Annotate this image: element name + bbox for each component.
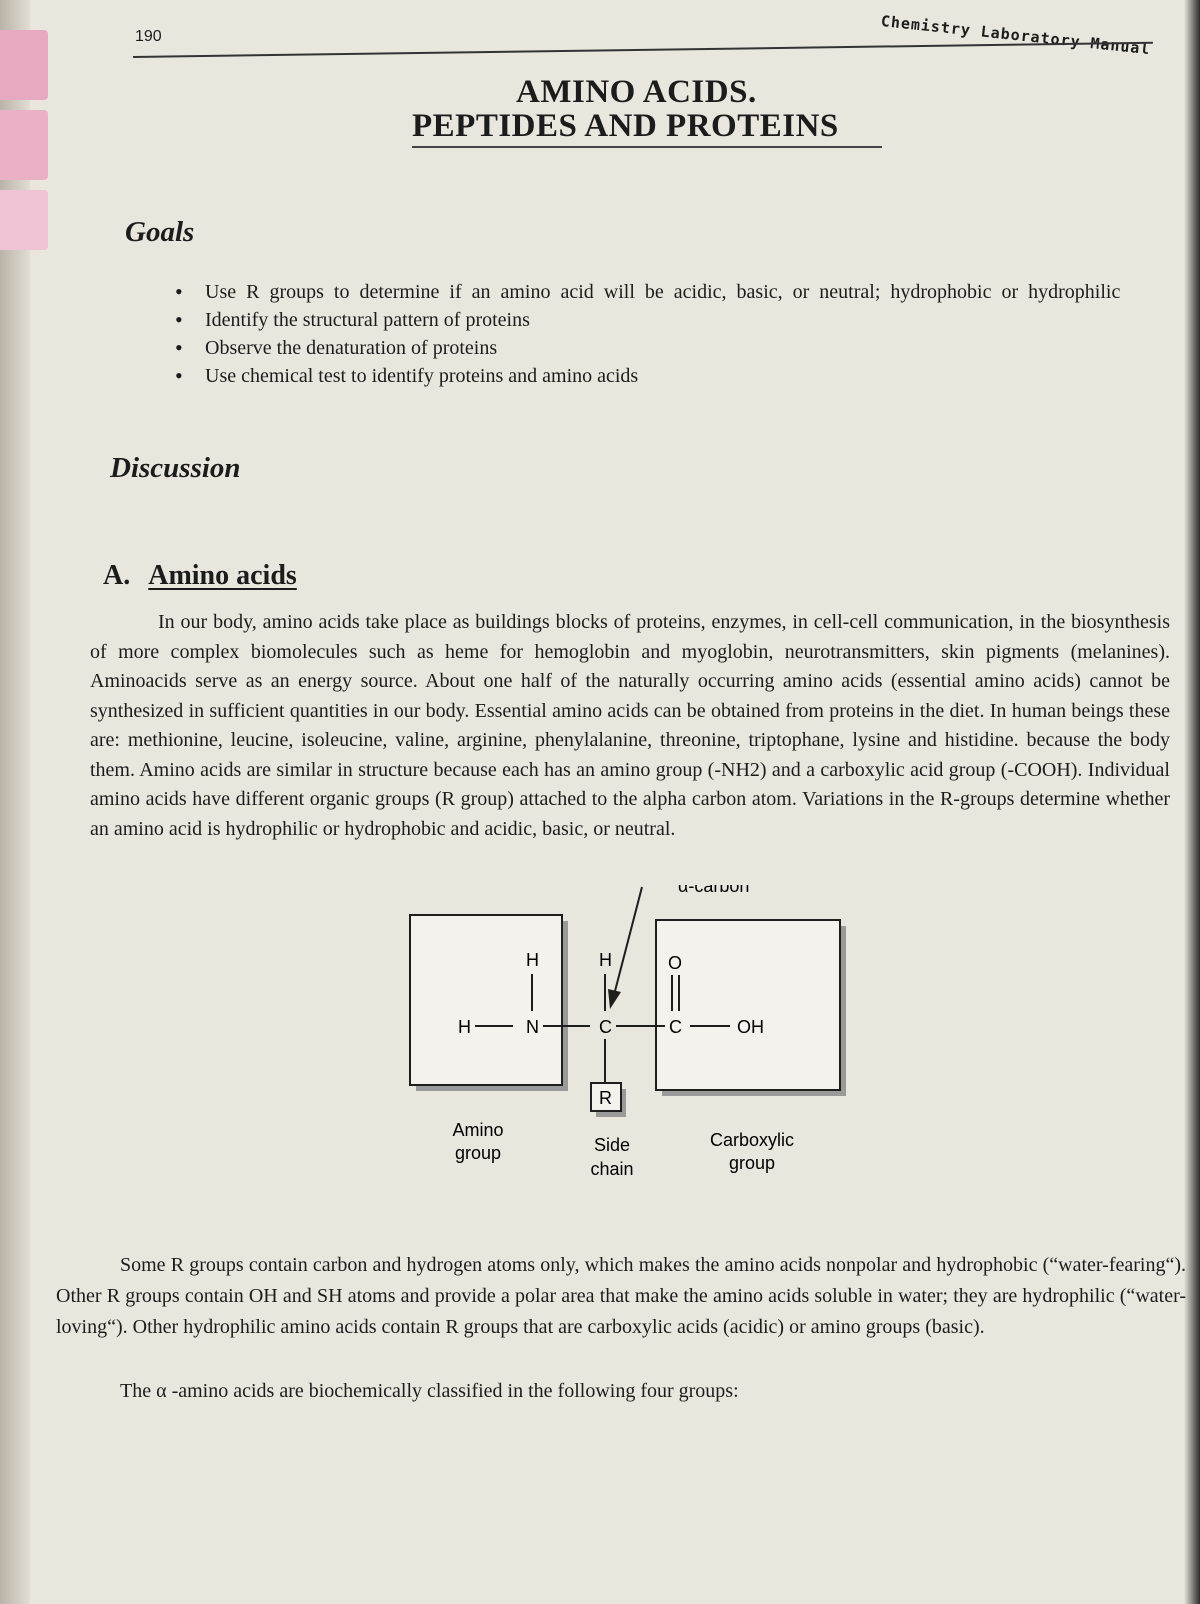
goals-list (175, 278, 1165, 390)
alpha-carbon-label: α-carbon (678, 885, 750, 896)
atom-h-on-n: H (526, 950, 539, 970)
goal-item: • Use R groups to determine if an amino acid will be acidic, basic, or neutral; hydrophobic or hydrophilic (175, 278, 1165, 306)
goal-item: • Use chemical test to identify proteins and amino acids (175, 362, 1165, 390)
goal-item: • Identify the structural pattern of proteins (175, 306, 1165, 334)
atom-n: N (526, 1017, 539, 1037)
alpha-carbon-pointer (614, 887, 642, 995)
atom-h-on-c: H (599, 950, 612, 970)
running-head: Chemistry Laboratory Manual (880, 12, 1152, 59)
page-number: 190 (135, 28, 162, 45)
arrowhead-icon (608, 989, 621, 1009)
page-edge-shadow (1184, 0, 1200, 1604)
page-tab-marker (0, 110, 48, 180)
goal-item: • Observe the denaturation of proteins (175, 334, 1165, 362)
page-tab-marker (0, 30, 48, 100)
carboxylic-group-label-2: group (728, 1153, 776, 1173)
side-chain-label-1: Side (593, 1135, 631, 1155)
amino-acid-structure-diagram (400, 885, 880, 1215)
atom-c-alpha: C (599, 1017, 612, 1037)
header-rule (133, 42, 1153, 58)
atom-r: R (599, 1088, 612, 1108)
amino-group-label-2: group (454, 1143, 502, 1163)
side-chain-label-2: chain (590, 1159, 634, 1179)
atom-oh: OH (737, 1017, 764, 1037)
title-underline (412, 146, 882, 148)
section-heading (103, 560, 297, 592)
carboxylic-group-label-1: Carboxylic (709, 1130, 795, 1150)
amino-group-box (410, 915, 562, 1085)
goals-heading: Goals (125, 216, 195, 248)
discussion-heading: Discussion (110, 452, 241, 484)
section-number: A. (103, 560, 131, 591)
paragraph-classification-intro: The α -amino acids are biochemically classified in the following four groups: (120, 1380, 739, 1402)
chapter-title-line-2: PEPTIDES AND PROTEINS (412, 108, 839, 144)
paragraph-r-groups: Some R groups contain carbon and hydrogen atoms only, which makes the amino acids nonpolar and hydrophobic (“water-fearing“). Other R groups contain OH and SH atoms and provide a polar area that make the amino acids soluble in water; they are hydrophilic (“water-loving“). Other hydrophilic amino acids contain R groups that are carboxylic acids (acidic) or amino groups (basic). (56, 1254, 1186, 1338)
carboxylic-group-box (656, 920, 840, 1090)
atom-o-double: O (668, 953, 683, 973)
paragraph-amino-acids-intro: In our body, amino acids take place as buildings blocks of proteins, enzymes, in cell-cell communication, in the biosynthesis of more complex biomolecules such as heme for hemoglobin and myoglobin, neurotransmitters, skin pigments (melanines). Aminoacids serve as an energy source. About one half of the naturally occurring amino acids (essential amino acids) cannot be synthesized in sufficient quantities in our body. Essential amino acids can be obtained from proteins in the diet. In human beings these are: methionine, leucine, isoleucine, valine, arginine, phenylalanine, threonine, triptophane, lysine and histidine. because the body them. Amino acids are similar in structure because each has an amino group (-NH2) and a carboxylic acid group (-COOH). Individual amino acids have different organic groups (R group) attached to the alpha carbon atom. Variations in the R-groups determine whether an amino acid is hydrophilic or hydrophobic and acidic, basic, or neutral. (90, 611, 1170, 840)
atom-c-carboxyl: C (669, 1017, 682, 1037)
amino-group-label-1: Amino (452, 1120, 504, 1140)
page-tab-marker (0, 190, 48, 250)
section-title: Amino acids (148, 560, 297, 591)
atom-h-left: H (458, 1017, 471, 1037)
chapter-title-line-1: AMINO ACIDS. (516, 74, 757, 110)
